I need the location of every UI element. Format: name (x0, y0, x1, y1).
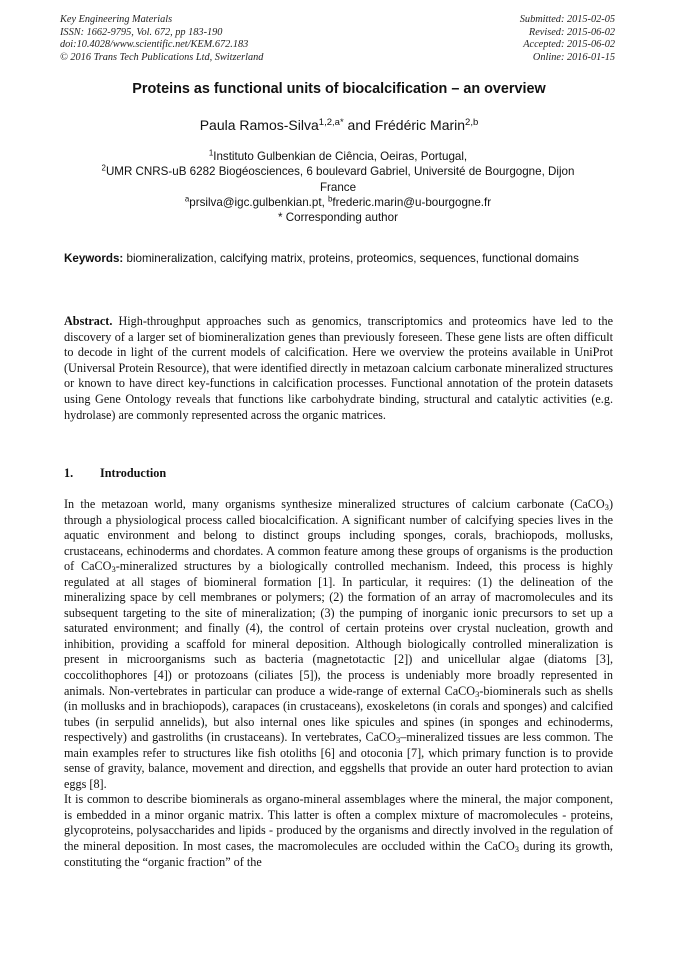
author-2: Frédéric Marin (374, 117, 466, 133)
abstract-text: High-throughput approaches such as genomics, transcriptomics and proteomics have led to the discovery of a larger set of biomineralization genes than previously foreseen. These gene lists are often difficult to decode in light of the current models of calcification. Here we overview the proteins available in UniProt (Universal Protein Resource), that were identified directly in metazoan calcium carbonate mineralized structures or known to have direct key-functions in calcification processes. Functional annotation of the protein datasets using Gene Ontology reveals that functions like carbohydrate binding, structural and catalytic activities (e.g. hydrolase) are commonly represented across the organic matrices. (64, 314, 613, 422)
issn-line: ISSN: 1662-9795, Vol. 672, pp 183-190 (60, 26, 223, 38)
paragraph-1-text: In the metazoan world, many organisms synthesize mineralized structures of calcium carbonate (CaCO (64, 497, 605, 511)
accepted-date: Accepted: 2015-06-02 (523, 39, 615, 51)
affiliation-1-marker: 1 (208, 148, 214, 158)
introduction-body (64, 497, 613, 870)
paragraph-2 (64, 792, 613, 870)
affiliation-1 (60, 149, 616, 164)
copyright-line: © 2016 Trans Tech Publications Ltd, Switzerland (60, 51, 264, 63)
affiliation-2-text: UMR CNRS-uB 6282 Biogéosciences, 6 boulevard Gabriel, Université de Bourgogne, Dijon (105, 165, 575, 179)
doi-line: doi:10.4028/www.scientific.net/KEM.672.183 (60, 39, 249, 51)
author-1: Paula Ramos-Silva (199, 117, 319, 133)
email-line (60, 195, 616, 210)
affiliation-1-text: Instituto Gulbenkian de Ciência, Oeiras, Portugal, (213, 150, 468, 163)
affiliation-2-marker: 2 (101, 163, 106, 173)
subscript-3: 3 (604, 502, 609, 513)
author-line (0, 117, 678, 133)
section-title: Introduction (100, 466, 167, 480)
section-number: 1. (64, 466, 74, 480)
journal-name: Key Engineering Materials (60, 14, 173, 25)
paragraph-1-text: -biominerals such as shells (in mollusks and in brachiopods), carapaces (in crustaceans), exoskeletons (in corals and sponges) and calcified tubes (in serpulid annelids), but also internal ones like spicules and spines (in sponges and echinoderms, respectively) and gastroliths (in crustaceans). In vertebrates, CaCO (64, 683, 613, 745)
abstract (64, 314, 613, 423)
author-2-affiliation: 2,b (465, 116, 479, 128)
section-heading-introduction (64, 466, 166, 481)
submitted-date: Submitted: 2015-02-05 (519, 14, 615, 25)
revised-date: Revised: 2015-06-02 (528, 26, 615, 38)
email-b-marker: b (328, 194, 333, 204)
author-1-affiliation: 1,2,a* (318, 116, 344, 128)
author-conjunction: and (343, 117, 375, 133)
online-date: Online: 2016-01-15 (532, 51, 615, 63)
paragraph-2-text: during its growth, constituting the “organic fraction” of the (64, 839, 613, 869)
affiliations (60, 149, 616, 225)
paragraph-1-text: ) through a physiological process called biocalcification. A significant number of calcifying species lives in the aquatic environment and belong to distinct groups including sponges, corals, brachiopods, mollusks, crustaceans, echinoderms and chordates. A common feature among these groups of organisms is the production of CaCO (64, 497, 613, 574)
email-a-link[interactable]: prsilva@igc.gulbenkian.pt, (189, 195, 329, 209)
subscript-3: 3 (514, 844, 520, 855)
corresponding-author-note: * Corresponding author (278, 211, 398, 225)
paper-title: Proteins as functional units of biocalcification – an overview (132, 81, 546, 97)
email-b-link[interactable]: frederic.marin@u-bourgogne.fr (332, 195, 492, 209)
subscript-3: 3 (111, 564, 116, 575)
journal-info (60, 14, 263, 64)
subscript-3: 3 (475, 688, 480, 699)
paragraph-1-text: -mineralized structures by a biologically controlled mechanism. Indeed, this process is highly regulated at all stages of biomineral formation [1]. In particular, it requires: (1) the delineation of the mineralizing space by cell membranes or polymers; (2) the formation of an array of macromolecules and its subsequent targeting to the site of mineralization; (3) the pumping of inorganic ionic precursors to set up a saturated environment; and finally (4), the control of certain proteins over crystal nucleation, growth and inhibition, providing a scaffold for mineral deposition. Although biologically controlled mineralization is present in microorganisms such as bacteria (magnetotactic [2]) and unicellular algae (diatoms [3], coccolithophores [4]) or protozoans (ciliates [5]), the process is undeniably more broadly represented in animals. Non-vertebrates in particular can produce a wide-range of external CaCO (64, 559, 613, 698)
email-a-marker: a (184, 194, 190, 204)
paragraph-1 (64, 497, 613, 792)
publication-dates (520, 14, 615, 64)
subscript-3: 3 (395, 735, 401, 746)
paragraph-2-text: It is common to describe biominerals as organo-mineral assemblages where the mineral, the major component, is embedded in a minor organic matrix. This latter is often a complex mixture of macromolecules - proteins, glycoproteins, polysaccharides and lipids - produced by the organisms and directly involved in the regulation of the mineral deposition. In most cases, the macromolecules are occluded within the CaCO (64, 792, 613, 854)
keywords-label: Keywords: (64, 252, 124, 265)
abstract-label: Abstract. (64, 314, 113, 328)
affiliation-2-country: France (319, 180, 357, 194)
paragraph-1-text: –mineralized tissues are less common. The main examples refer to structures like fish otoliths [6] and otoconia [7], which primary function is to provide sense of gravity, balance, movement and direction, and eggshells that provide an outer hard protection to avian eggs [8]. (64, 730, 613, 791)
keywords-text: biomineralization, calcifying matrix, proteins, proteomics, sequences, functional domains (123, 252, 579, 265)
keywords (64, 252, 613, 267)
affiliation-2 (60, 164, 616, 179)
